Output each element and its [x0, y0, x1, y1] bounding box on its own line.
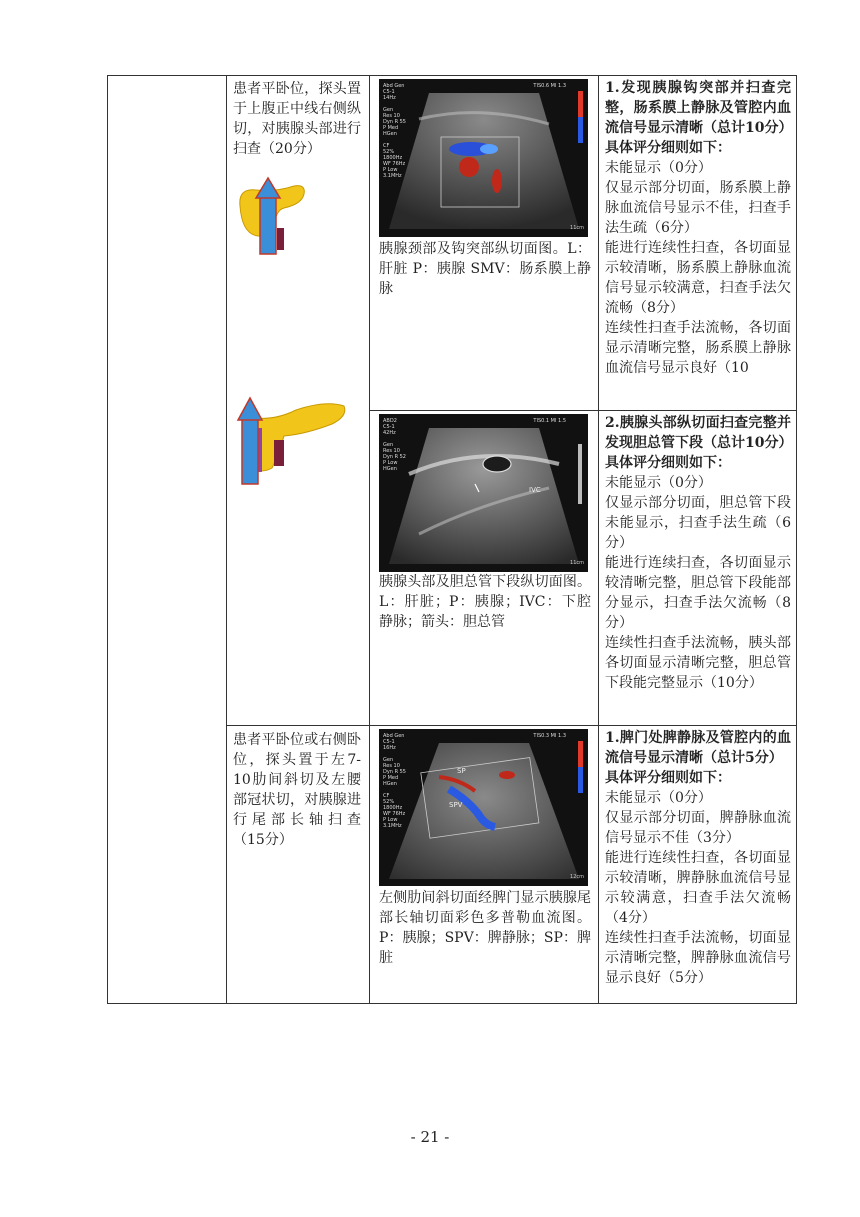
- criteria-item: 未能显示（0分）: [605, 160, 712, 176]
- criteria-item: 能进行连续性扫查，各切面显示较清晰，脾静脉血流信号显示较满意，扫查手法欠流畅（4分）: [605, 850, 791, 926]
- row-divider-2: [226, 725, 796, 726]
- ultrasound-ti-1: TIS0.6 MI 1.3: [533, 83, 566, 89]
- criteria-cell-2: [605, 413, 791, 693]
- ultrasound-image-1: [379, 79, 588, 237]
- criteria-item: 仅显示部分切面，脾静脉血流信号显示不佳（3分）: [605, 810, 791, 846]
- criteria-title-1: 1.发现胰腺钩突部并扫查完整，肠系膜上静脉及管腔内血流信号显示清晰（总计10分）: [605, 80, 793, 136]
- criteria-item: 能进行连续扫查，各切面显示较清晰完整，胆总管下段能部分显示，扫查手法欠流畅（8分）: [605, 555, 791, 631]
- criteria-item: 连续性扫查手法流畅，切面显示清晰完整，脾静脉血流信号显示良好（5分）: [605, 930, 791, 986]
- criteria-item: 仅显示部分切面，肠系膜上静脉血流信号显示不佳，扫查手法生疏（6分）: [605, 180, 791, 236]
- ultrasound-depth-3: 12cm: [570, 874, 584, 880]
- criteria-subtitle-2: 具体评分细则如下：: [605, 455, 731, 471]
- criteria-title-3: 1.脾门处脾静脉及管腔内的血流信号显示清晰（总计5分）: [605, 730, 791, 766]
- sp-label: SP: [457, 767, 466, 775]
- row-divider-1: [369, 410, 796, 411]
- ultrasound-ti-2: TIS0.1 MI 1.5: [533, 418, 566, 424]
- pancreas-probe-diagram-2: [236, 396, 348, 488]
- criteria-cell-3: [605, 728, 791, 988]
- criteria-item: 未能显示（0分）: [605, 475, 712, 491]
- ivc-label: IVC: [529, 486, 541, 494]
- method-text-1: 患者平卧位，探头置于上腹正中线右侧纵切，对胰腺头部进行扫查（20分）: [233, 81, 361, 157]
- ultrasound-info-3: Abd Gen C5-1 16Hz Gen Res 10 Dyn R 55 P Med HGen CF 52% 1800Hz WF 76Hz P Low 3.1MHz: [383, 733, 406, 829]
- criteria-item: 能进行连续性扫查，各切面显示较清晰，肠系膜上静脉血流信号显示较满意，扫查手法欠流畅（8分）: [605, 240, 791, 316]
- criteria-item: 仅显示部分切面，胆总管下段未能显示，扫查手法生疏（6分）: [605, 495, 791, 551]
- page-number: - 21 -: [410, 1128, 450, 1146]
- method-text-3: 患者平卧位或右侧卧位，探头置于左7-10肋间斜切及左腰部冠状切，对胰腺进行尾部长轴扫查（15分）: [233, 732, 361, 848]
- pancreas-probe-diagram-1: [236, 176, 308, 256]
- caption-3: 左侧肋间斜切面经脾门显示胰腺尾部长轴切面彩色多普勒血流图。P：胰腺；SPV：脾静脉；SP：脾脏: [379, 890, 591, 966]
- caption-1: 胰腺颈部及钩突部纵切面图。L：肝脏 P：胰腺 SMV：肠系膜上静脉: [379, 241, 591, 297]
- criteria-title-2: 2.胰腺头部纵切面扫查完整并发现胆总管下段（总计10分）: [605, 415, 793, 451]
- criteria-subtitle-3: 具体评分细则如下：: [605, 770, 731, 786]
- ultrasound-image-2: [379, 414, 588, 572]
- ultrasound-info-1: Abd Gen C5-1 14Hz Gen Res 10 Dyn R 55 P Med HGen CF 52% 1800Hz WF 76Hz P Low 3.1MHz: [383, 83, 406, 179]
- criteria-item: 连续性扫查手法流畅，胰头部各切面显示清晰完整，胆总管下段能完整显示（10分）: [605, 635, 791, 691]
- criteria-cell-1: [605, 78, 791, 378]
- ultrasound-ti-3: TIS0.3 MI 1.3: [533, 733, 566, 739]
- method-cell-3: [233, 730, 361, 850]
- ultrasound-image-3: [379, 729, 588, 886]
- method-cell-1: [233, 79, 361, 159]
- caption-2: 胰腺头部及胆总管下段纵切面图。L：肝脏；P：胰腺；IVC：下腔静脉；箭头：胆总管: [379, 574, 591, 630]
- spv-label: SPV: [449, 801, 463, 809]
- scoring-table: [107, 75, 797, 1004]
- ultrasound-depth-2: 11cm: [570, 560, 584, 566]
- ultrasound-depth-1: 11cm: [570, 225, 584, 231]
- ultrasound-info-2: ABD2 C5-1 42Hz Gen Res 10 Dyn R 52 P Low HGen: [383, 418, 406, 472]
- criteria-subtitle-1: 具体评分细则如下：: [605, 140, 731, 156]
- criteria-item: 未能显示（0分）: [605, 790, 712, 806]
- criteria-item: 连续性扫查手法流畅，各切面显示清晰完整，肠系膜上静脉血流信号显示良好（10: [605, 320, 791, 376]
